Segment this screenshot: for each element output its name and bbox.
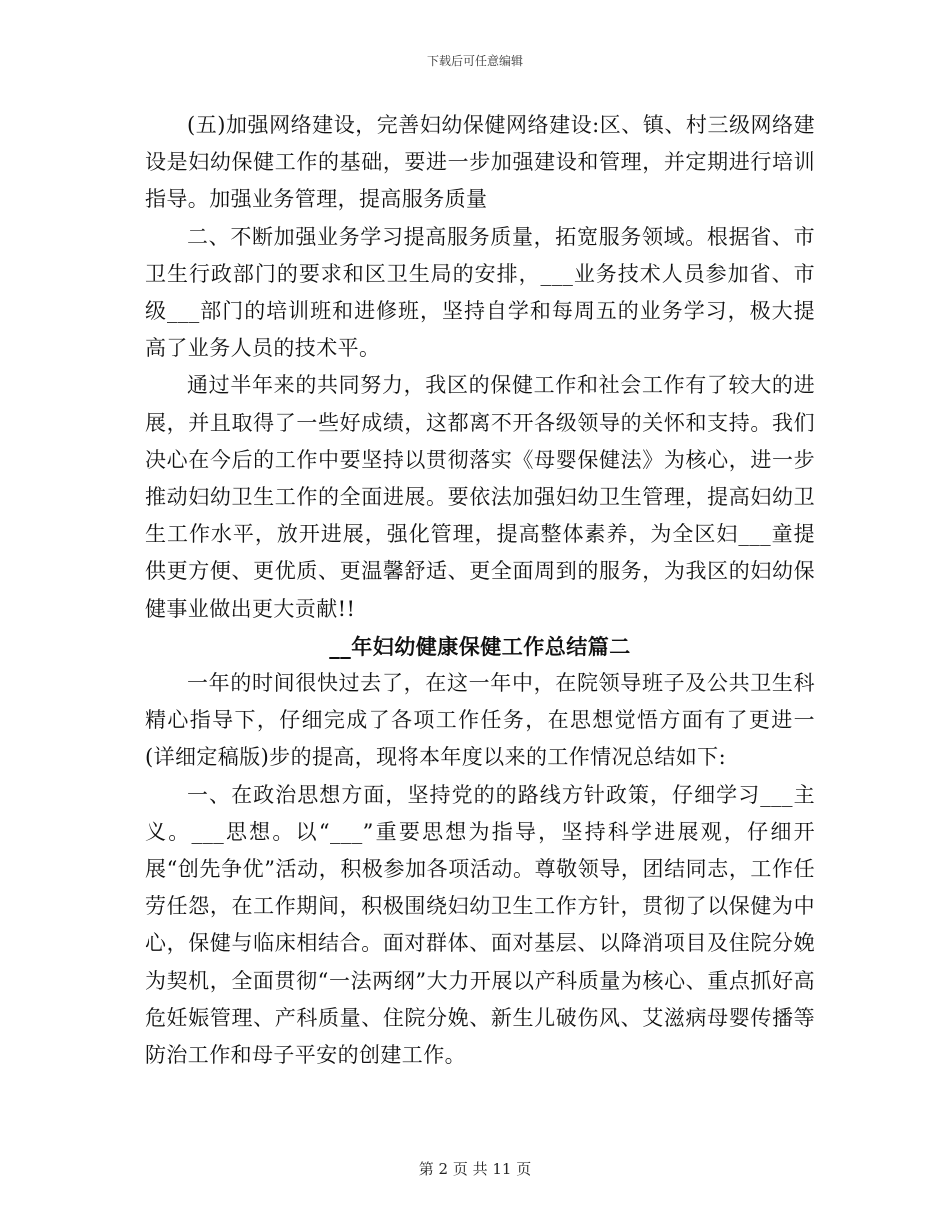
paragraph-year-overview: 一年的时间很快过去了，在这一年中，在院领导班子及公共卫生科精心指导下，仔细完成了各项工作任务，在思想觉悟方面有了更进一(详细定稿版)步的提高，现将本年度以来的工作情况总结如下: [145, 671, 815, 770]
page-number: 第 2 页 共 11 页 [418, 1160, 532, 1178]
document-body [145, 107, 815, 1074]
section-heading: __年妇幼健康保健工作总结篇二 [329, 633, 631, 659]
header-note: 下载后可任意编辑 [426, 54, 523, 68]
paragraph-political-thought: 一、在政治思想方面，坚持党的的路线方针政策，仔细学习___主义。___思想。以“___”重要思想为指导，坚持科学进展观，仔细开展“创先争优”活动，积极参加各项活动。尊敬领导，团结同志，工作任劳任怨，在工作期间，积极围绕妇幼卫生工作方针，贯彻了以保健为中心，保健与临床相结合。面对群体、面对基层、以降消项目及住院分娩为契机，全面贯彻“一法两纲”大力开展以产科质量为核心、重点抓好高危妊娠管理、产科质量、住院分娩、新生儿破伤风、艾滋病母婴传播等防治工作和母子平安的创建工作。 [145, 782, 815, 1068]
paragraph-business-study: 二、不断加强业务学习提高服务质量，拓宽服务领域。根据省、市卫生行政部门的要求和区卫生局的安排，___业务技术人员参加省、市级___部门的培训班和进修班，坚持自学和每周五的业务学习，极大提高了业务人员的技术平。 [145, 224, 815, 361]
paragraph-network-construction: (五)加强网络建设，完善妇幼保健网络建设:区、镇、村三级网络建设是妇幼保健工作的基础，要进一步加强建设和管理，并定期进行培训指导。加强业务管理，提高服务质量 [145, 113, 815, 212]
paragraph-half-year-summary: 通过半年来的共同努力，我区的保健工作和社会工作有了较大的进展，并且取得了一些好成绩，这都离不开各级领导的关怀和支持。我们决心在今后的工作中要坚持以贯彻落实《母婴保健法》为核心，进一步推动妇幼卫生工作的全面进展。要依法加强妇幼卫生管理，提高妇幼卫生工作水平，放开进展，强化管理，提高整体素养，为全区妇___童提供更方便、更优质、更温馨舒适、更全面周到的服务，为我区的妇幼保健事业做出更大贡献!! [145, 373, 815, 621]
